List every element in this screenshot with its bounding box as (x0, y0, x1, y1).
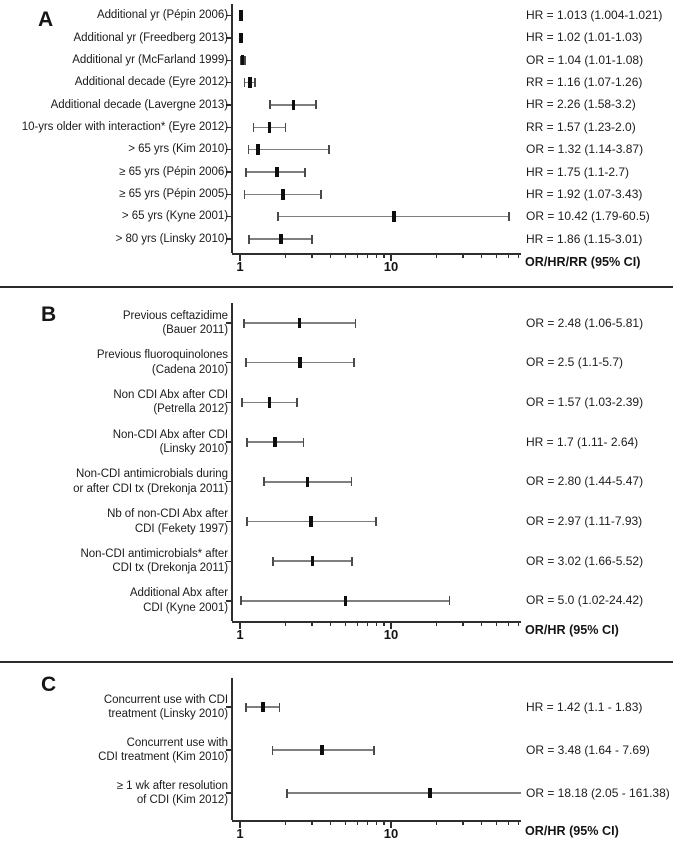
estimate-text: HR = 1.02 (1.01-1.03) (526, 30, 643, 45)
row-label: Concurrent use with CDI treatment (Kim 2010) (98, 736, 228, 763)
x-axis-minor-tick (376, 820, 377, 825)
panel-b-axis-title: OR/HR (95% CI) (525, 623, 619, 637)
x-axis-minor-tick (518, 820, 519, 825)
point-estimate-marker (261, 702, 265, 713)
row-label: Nb of non-CDI Abx after CDI (Fekety 1997) (107, 508, 228, 535)
estimate-text: OR = 2.5 (1.1-5.7) (526, 355, 624, 370)
estimate-text: OR = 1.04 (1.01-1.08) (526, 52, 644, 67)
ci-upper-cap (279, 703, 281, 712)
x-axis-minor-tick (311, 820, 312, 825)
estimate-text: OR = 2.80 (1.44-5.47) (526, 474, 644, 489)
ci-upper-cap (373, 746, 375, 755)
row-label: ≥ 1 wk after resolution of CDI (Kim 2012) (116, 779, 228, 806)
row-label: Non-CDI antimicrobials during or after CDI tx (Drekonja 2011) (73, 468, 228, 495)
x-axis-tick-label: 1 (236, 627, 244, 642)
panel-c-letter: C (41, 673, 57, 696)
ci-lower-cap (272, 746, 274, 755)
row-label: Additional yr (McFarland 1999) (72, 53, 228, 66)
row-label: Additional yr (Pépin 2006) (96, 9, 228, 22)
row-label: Additional decade (Lavergne 2013) (50, 98, 228, 111)
estimate-text: OR = 2.48 (1.06-5.81) (526, 315, 644, 330)
x-axis-minor-tick (436, 820, 437, 825)
x-axis-minor-tick (345, 820, 346, 825)
x-axis-tick-label: 10 (383, 259, 399, 274)
estimate-text: OR = 1.32 (1.14-3.87) (526, 142, 644, 157)
estimate-text: OR = 5.0 (1.02-24.42) (526, 593, 644, 608)
x-axis-minor-tick (383, 820, 384, 825)
panel-b-letter: B (41, 303, 57, 326)
x-axis-minor-tick (285, 820, 286, 825)
x-axis-minor-tick (357, 820, 358, 825)
estimate-text: OR = 3.02 (1.66-5.52) (526, 553, 644, 568)
row-label: Non-CDI antimicrobials* after CDI tx (Drekonja 2011) (80, 547, 228, 575)
row-label: Additional Abx after CDI (Kyne 2001) (129, 587, 228, 614)
panel-c-axis-title: OR/HR (95% CI) (525, 824, 619, 838)
estimate-text: HR = 1.75 (1.1-2.7) (526, 164, 630, 179)
row-label: ≥ 65 yrs (Pépin 2006) (119, 165, 228, 178)
estimate-text: HR = 1.7 (1.11- 2.64) (526, 434, 639, 449)
x-axis-tick-label: 10 (383, 826, 399, 841)
estimate-text: OR = 10.42 (1.79-60.5) (526, 209, 650, 224)
estimate-text: OR = 2.97 (1.11-7.93) (526, 514, 643, 528)
point-estimate-marker (428, 788, 432, 799)
row-label: > 80 yrs (Linsky 2010) (115, 232, 228, 245)
row-label: Concurrent use with CDI treatment (Linsky 2010) (103, 693, 228, 720)
x-axis-tick-label: 1 (236, 259, 244, 274)
row-label: Non-CDI Abx after CDI (Linsky 2010) (112, 428, 228, 456)
ci-lower-cap (245, 703, 247, 712)
row-label: Previous ceftazidime (Bauer 2011) (122, 309, 228, 336)
estimate-text: OR = 1.57 (1.03-2.39) (526, 394, 644, 409)
estimate-text: RR = 1.57 (1.23-2.0) (526, 119, 636, 134)
row-label: Previous fluoroquinolones (Cadena 2010) (96, 349, 228, 376)
row-label: ≥ 65 yrs (Pépin 2005) (119, 188, 228, 201)
x-axis-minor-tick (508, 820, 509, 825)
estimate-text: OR = 18.18 (2.05 - 161.38) (526, 785, 670, 800)
estimate-text: HR = 1.42 (1.1 - 1.83) (526, 699, 643, 714)
row-label: > 65 yrs (Kim 2010) (128, 143, 228, 156)
x-axis-minor-tick (496, 820, 497, 825)
estimate-text: HR = 2.26 (1.58-3.2) (526, 97, 636, 112)
x-axis-minor-tick (462, 820, 463, 825)
x-axis-minor-tick (330, 820, 331, 825)
estimate-text: HR = 1.86 (1.15-3.01) (526, 231, 643, 246)
point-estimate-marker (320, 745, 324, 756)
panel-a-letter: A (38, 8, 54, 31)
estimate-text: HR = 1.013 (1.004-1.021) (526, 8, 663, 22)
x-axis-tick-label: 10 (383, 627, 399, 642)
x-axis-minor-tick (367, 820, 368, 825)
row-label: > 65 yrs (Kyne 2001) (121, 210, 228, 223)
estimate-text: OR = 3.48 (1.64 - 7.69) (526, 742, 650, 757)
row-label: Additional yr (Freedberg 2013) (73, 31, 228, 44)
estimate-text: RR = 1.16 (1.07-1.26) (526, 75, 643, 90)
x-axis-tick-label: 1 (236, 826, 244, 841)
x-axis-minor-tick (481, 820, 482, 825)
row-label: 10-yrs older with interaction* (Eyre 2012) (21, 121, 228, 134)
row-label: Non CDI Abx after CDI (Petrella 2012) (113, 388, 228, 416)
panel-a-axis-title: OR/HR/RR (95% CI) (525, 255, 641, 269)
ci-lower-cap (286, 789, 288, 798)
estimate-text: HR = 1.92 (1.07-3.43) (526, 186, 643, 201)
ci-line (287, 792, 521, 794)
row-label: Additional decade (Eyre 2012) (74, 76, 228, 89)
